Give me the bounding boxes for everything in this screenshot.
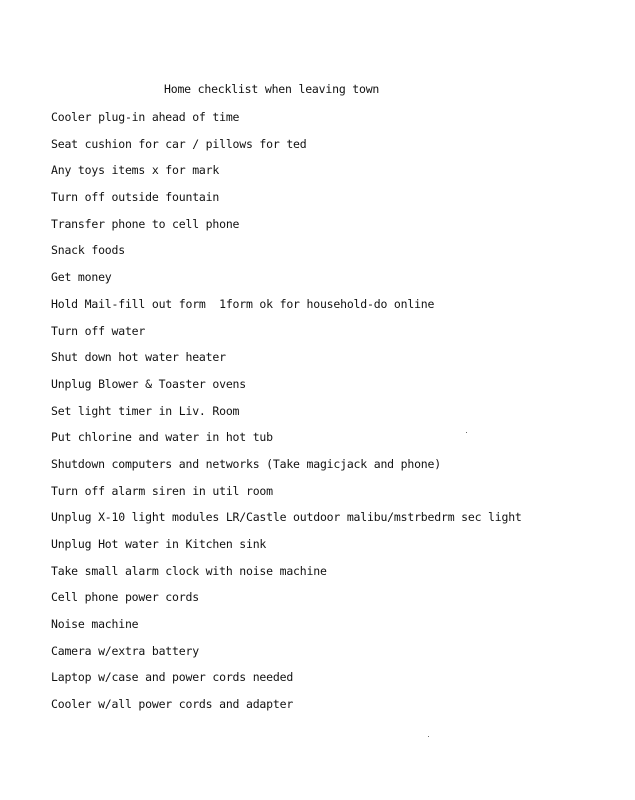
list-item: Cell phone power cords <box>51 590 199 605</box>
list-item: Cooler plug-in ahead of time <box>51 110 240 124</box>
list-item: Unplug X-10 light modules LR/Castle outdoor malibu/mstrbedrm sec light <box>51 510 522 525</box>
list-item: Get money <box>51 270 112 285</box>
list-item: Laptop w/case and power cords needed <box>51 670 294 685</box>
list-item: Shutdown computers and networks (Take magicjack and phone) <box>51 456 441 471</box>
list-item: Camera w/extra battery <box>51 643 199 658</box>
page-title: Home checklist when leaving town <box>164 82 380 96</box>
list-item: Turn off water <box>51 323 146 338</box>
list-item: Any toys items x for mark <box>51 163 220 178</box>
list-item: Transfer phone to cell phone <box>51 216 240 231</box>
list-item: Unplug Hot water in Kitchen sink <box>51 537 267 551</box>
list-item: Snack foods <box>51 243 125 258</box>
checklist <box>51 109 522 723</box>
scan-speck <box>466 432 467 433</box>
scan-speck <box>428 736 429 737</box>
list-item: Shut down hot water heater <box>51 350 226 365</box>
list-item: Unplug Blower & Toaster ovens <box>51 376 246 391</box>
list-item: Take small alarm clock with noise machine <box>51 563 327 578</box>
list-item: Seat cushion for car / pillows for ted <box>51 136 307 151</box>
list-item: Put chlorine and water in hot tub <box>51 430 273 445</box>
list-item: Noise machine <box>51 617 139 632</box>
list-item: Set light timer in Liv. Room <box>51 403 240 418</box>
list-item: Turn off outside fountain <box>51 190 220 205</box>
list-item: Hold Mail-fill out form 1form ok for household-do online <box>51 296 435 311</box>
list-item: Turn off alarm siren in util room <box>51 483 273 498</box>
list-item: Cooler w/all power cords and adapter <box>51 697 294 712</box>
